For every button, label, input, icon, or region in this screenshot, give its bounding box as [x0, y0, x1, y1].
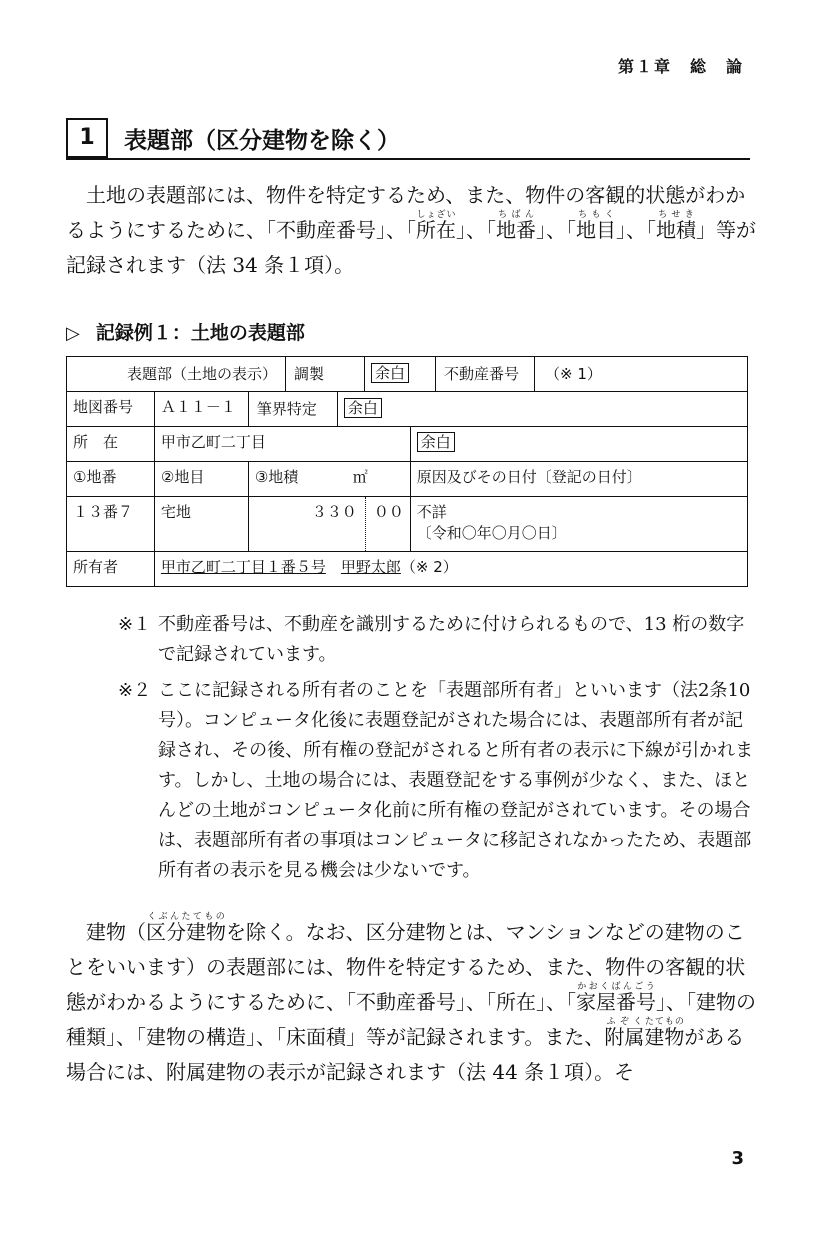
- note-item: ※１ 不動産番号は、不動産を識別するために付けられるもので、13 桁の数字で記録されています。: [118, 614, 745, 665]
- col-genin: 原因及びその日付〔登記の日付〕: [410, 462, 747, 497]
- ruby-fuzoku: 附属ふぞく: [604, 1017, 645, 1049]
- chousei-label: 調製: [286, 357, 365, 391]
- col-chiseki: ③地積 ㎡: [248, 462, 410, 497]
- chimoku-value: 宅地: [154, 497, 248, 552]
- shozai-value: 甲市乙町二丁目: [154, 427, 410, 462]
- genin-value: 不詳 〔令和〇年〇月〇日〕: [410, 497, 747, 552]
- page-number: 3: [731, 1148, 744, 1169]
- example-heading: ▷ 記録例１：土地の表題部: [66, 322, 305, 344]
- section-number: 1: [66, 118, 108, 158]
- fudosan-note: （※ 1）: [545, 365, 602, 383]
- col-chiban: ①地番: [67, 462, 155, 497]
- paragraph-land: 土地の表題部には、物件を特定するため、また、物件の客観的状態がわかるようにするために、「不動産番号」、「所在しょざい」、「地番ちばん」、「地目ちもく」、「地積ちせき」等が記録されます（法 34 条１項）。: [66, 183, 756, 277]
- chizu-value: Ａ１１－１: [154, 392, 248, 427]
- ruby-kaoku: 家屋番号かおくばんごう: [576, 982, 656, 1014]
- table-row: [67, 462, 748, 497]
- triangle-icon: ▷: [66, 323, 80, 344]
- owner-label: 所有者: [67, 552, 155, 587]
- chiban-value: １３番７: [67, 497, 155, 552]
- table-title: 表題部（土地の表示）: [67, 357, 286, 391]
- table-row: [67, 552, 748, 587]
- ruby-tatemono: 建物たてもの: [644, 1017, 685, 1049]
- section-heading: [66, 118, 750, 160]
- hikkai-label: 筆界特定: [249, 392, 338, 426]
- table-row: [67, 357, 748, 392]
- ruby-chiban: 地番ちばん: [496, 210, 536, 242]
- shozai-label: 所 在: [67, 427, 155, 462]
- notes: [118, 610, 754, 892]
- table-row: [67, 427, 748, 462]
- ruby-shozai: 所在しょざい: [416, 210, 456, 242]
- col-chimoku: ②地目: [154, 462, 248, 497]
- owner-value: 甲市乙町二丁目１番５号 甲野太郎（※ 2）: [154, 552, 747, 587]
- running-header: 第１章 総 論: [617, 57, 744, 76]
- shozai-yohaku: 余白: [410, 427, 747, 462]
- table-row: [67, 392, 748, 427]
- table-row: [67, 497, 748, 552]
- fudosan-label: 不動産番号: [436, 357, 535, 391]
- ruby-chimoku: 地目ちもく: [576, 210, 616, 242]
- land-register-table: [66, 356, 748, 587]
- chousei-value: 余白: [365, 357, 436, 391]
- ruby-chiseki: 地積ちせき: [656, 210, 696, 242]
- chizu-label: 地図番号: [67, 392, 155, 427]
- chiseki-value: ３３０ ００: [248, 497, 410, 552]
- hikkai-value: 余白: [338, 392, 382, 426]
- paragraph-building: 建物（区分建物くぶんたてものを除く。なお、区分建物とは、マンションなどの建物のことをいいます）の表題部には、物件を特定するため、また、物件の客観的状態がわかるようにするために、「不動産番号」、「所在」、「家屋番号かおくばんごう」、「建物の種類」、「建物の構造」、「床面積」等が記録されます。また、附属ふぞく建物たてものがある場合には、附属建物の表示が記録されます（法 44 条１項）。そ: [66, 912, 756, 1084]
- section-title: 表題部（区分建物を除く）: [124, 128, 400, 154]
- note-item: ※２ ここに記録される所有者のことを「表題部所有者」といいます（法2条10号）。コンピュータ化後に表題登記がされた場合には、表題部所有者が記録され、その後、所有権の登記がされると所有者の表示に下線が引かれます。しかし、土地の場合には、表題登記をする事例が少なく、また、ほとんどの土地がコンピュータ化前に所有権の登記がされています。その場合は、表題部所有者の事項はコンピュータに移記されなかったため、表題部所有者の表示を見る機会は少ないです。: [118, 680, 754, 881]
- ruby-kubun: 区分建物くぶんたてもの: [146, 912, 226, 944]
